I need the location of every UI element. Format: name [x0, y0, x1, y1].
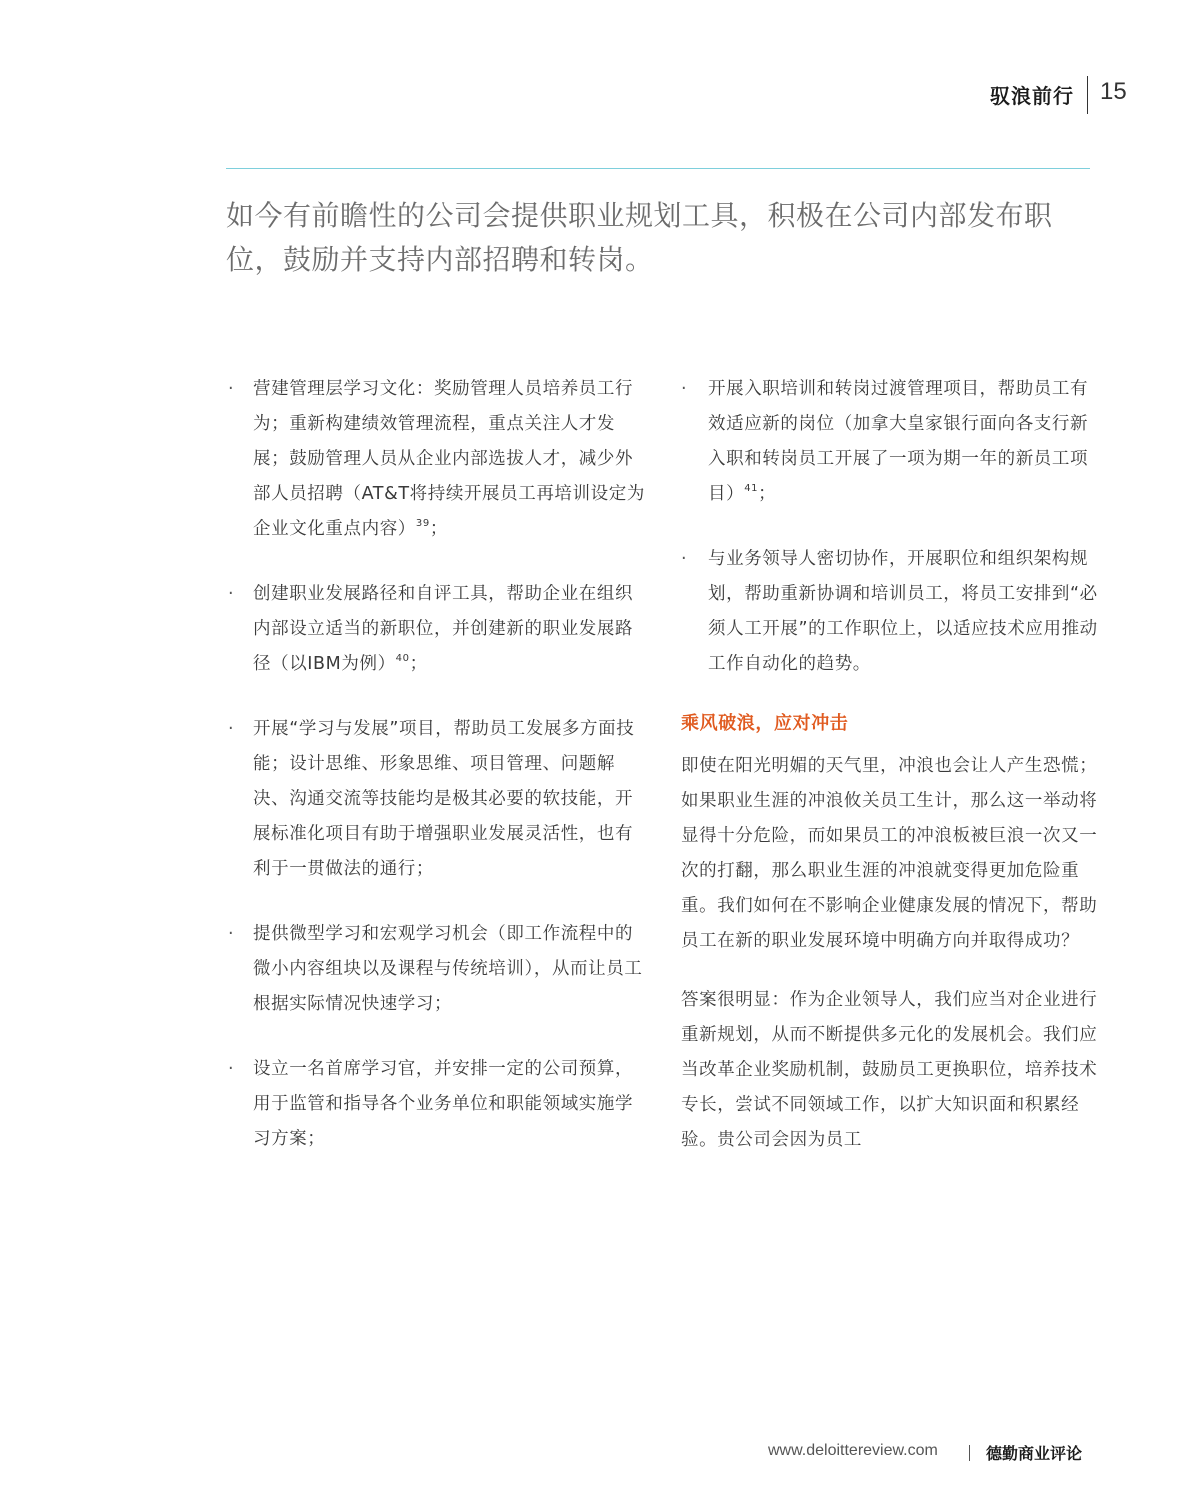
- bullet-body: 开展入职培训和转岗过渡管理项目，帮助员工有效适应新的岗位（加拿大皇家银行面向各支行新入职和转岗员工开展了一项为期一年的新员工项目）: [708, 379, 1089, 504]
- pullquote: 如今有前瞻性的公司会提供职业规划工具，积极在公司内部发布职位，鼓励并支持内部招聘和转岗。: [226, 199, 1053, 276]
- section-heading: 乘风破浪，应对冲击: [681, 713, 849, 734]
- bullet-dot-icon: ·: [681, 549, 688, 569]
- section-title: 驭浪前行: [990, 84, 1074, 108]
- bullet-body: 开展“学习与发展”项目，帮助员工发展多方面技能；设计思维、形象思维、项目管理、问题解决、沟通交流等技能均是极其必要的软技能，开展标准化项目有助于增强职业发展灵活性，也有利于一贯做法的通行；: [253, 719, 635, 879]
- footnote-ref[interactable]: 39: [415, 518, 430, 529]
- body-paragraph: 答案很明显：作为企业领导人，我们应当对企业进行重新规划，从而不断提供多元化的发展机会。我们应当改革企业奖励机制，鼓励员工更换职位，培养技术专长，尝试不同领域工作，以扩大知识面和积累经验。贵公司会因为员工: [681, 990, 1098, 1150]
- bullet-text: [253, 917, 648, 1022]
- page-number: 15: [1100, 78, 1127, 105]
- top-rule: [226, 168, 1090, 169]
- bullet-dot-icon: ·: [681, 379, 688, 399]
- bullet-item: [228, 917, 648, 1022]
- bullet-item: [228, 372, 648, 547]
- bullet-text: [708, 372, 1101, 512]
- bullet-text: [253, 1052, 648, 1157]
- bullet-end-punct: ；: [409, 654, 428, 674]
- bullet-body: 营建管理层学习文化：奖励管理人员培养员工行为；重新构建绩效管理流程，重点关注人才发展；鼓励管理人员从企业内部选拔人才，减少外部人员招聘（AT&T将持续开展员工再培训设定为企业文化重点内容）: [253, 379, 645, 539]
- bullet-body: 提供微型学习和宏观学习机会（即工作流程中的微小内容组块以及课程与传统培训），从而让员工根据实际情况快速学习；: [253, 924, 643, 1014]
- footnote-ref[interactable]: 40: [395, 653, 410, 664]
- bullet-dot-icon: ·: [228, 584, 235, 604]
- footnote-ref[interactable]: 41: [744, 483, 759, 494]
- footer-divider: [969, 1445, 970, 1461]
- bullet-text: [253, 372, 648, 547]
- header-divider: [1087, 76, 1088, 114]
- bullet-item: [228, 1052, 648, 1157]
- body-paragraph: 即使在阳光明媚的天气里，冲浪也会让人产生恐慌；如果职业生涯的冲浪攸关员工生计，那么这一举动将显得十分危险，而如果员工的冲浪板被巨浪一次又一次的打翻，那么职业生涯的冲浪就变得更加危险重重。我们如何在不影响企业健康发展的情况下，帮助员工在新的职业发展环境中明确方向并取得成功？: [681, 756, 1098, 951]
- bullet-body: 与业务领导人密切协作，开展职位和组织架构规划，帮助重新协调和培训员工，将员工安排到“必须人工开展”的工作职位上，以适应技术应用推动工作自动化的趋势。: [708, 549, 1098, 674]
- bullet-end-punct: ；: [429, 519, 448, 539]
- bullet-text: [253, 577, 648, 682]
- bullet-item: [681, 542, 1101, 682]
- bullet-body: 设立一名首席学习官，并安排一定的公司预算，用于监管和指导各个业务单位和职能领域实施学习方案；: [253, 1059, 634, 1149]
- bullet-dot-icon: ·: [228, 379, 235, 399]
- bullet-dot-icon: ·: [228, 1059, 235, 1079]
- bullet-item: [228, 577, 648, 682]
- bullet-dot-icon: ·: [228, 719, 235, 739]
- bullet-end-punct: ；: [758, 484, 777, 504]
- bullet-body: 创建职业发展路径和自评工具，帮助企业在组织内部设立适当的新职位，并创建新的职业发展路径（以IBM为例）: [253, 584, 634, 674]
- footer-brand: 德勤商业评论: [986, 1444, 1083, 1463]
- left-column: [228, 372, 648, 1187]
- bullet-text: [253, 712, 648, 887]
- bullet-dot-icon: ·: [228, 924, 235, 944]
- footer-url[interactable]: www.deloittereview.com: [768, 1442, 938, 1459]
- bullet-text: [708, 542, 1101, 682]
- bullet-item: [681, 372, 1101, 512]
- right-column: [681, 372, 1101, 1182]
- bullet-item: [228, 712, 648, 887]
